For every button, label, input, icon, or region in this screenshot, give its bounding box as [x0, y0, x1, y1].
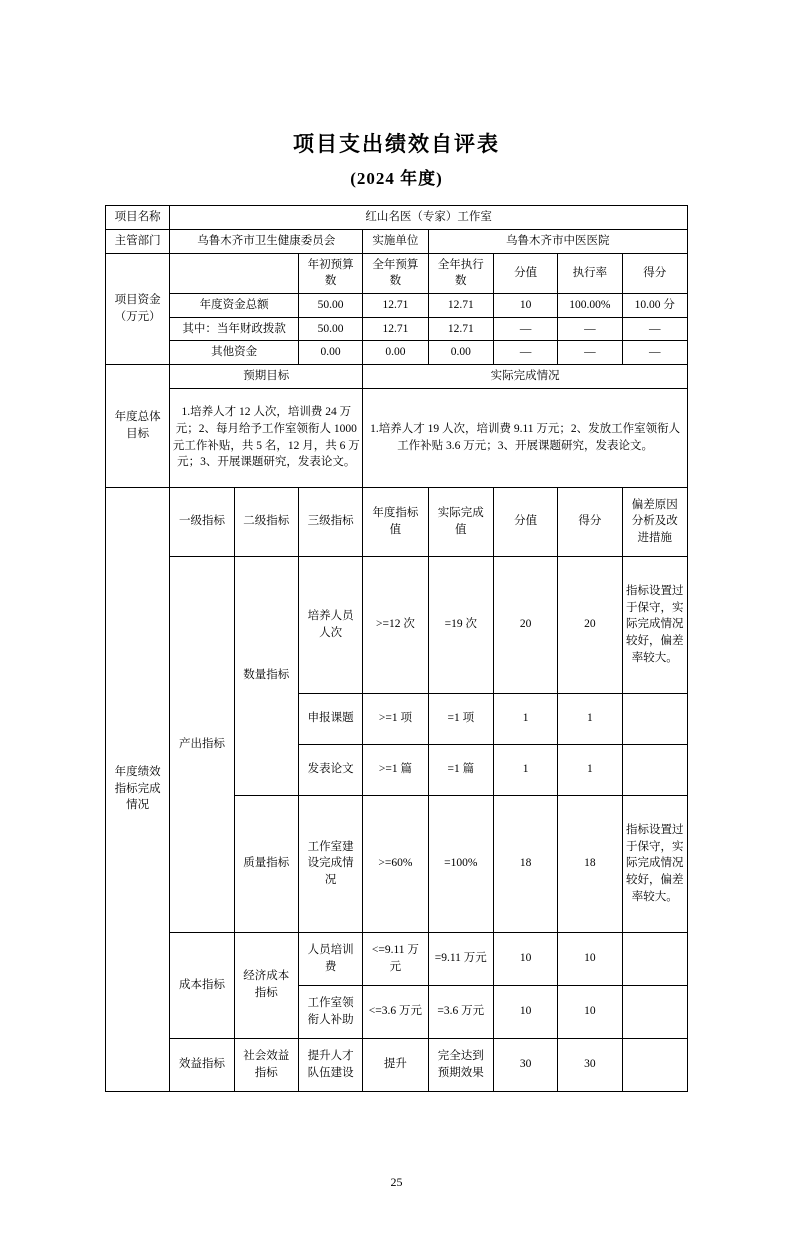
funds-year-exec: 12.71 — [428, 317, 493, 341]
table-row — [106, 317, 688, 341]
level2-social-benefit-indicator: 社会效益 指标 — [234, 1038, 298, 1091]
indicator-score: 10 — [558, 985, 622, 1038]
deviation-analysis — [622, 744, 687, 795]
actual-result-text: 1.培养人才 19 人次，培训费 9.11 万元；2、发放工作室领衔人工作补贴 3.6 万元；3、开展课题研究，发表论文。 — [363, 388, 688, 487]
deviation-analysis: 指标设置过于保守，实际完成情况较好，偏差率较大。 — [622, 795, 687, 932]
level3-indicator-header: 三级指标 — [298, 487, 362, 556]
annual-goal-label: 年度总体 目标 — [106, 364, 170, 487]
project-name-label: 项目名称 — [106, 206, 170, 230]
table-row — [106, 1038, 688, 1091]
indicator-score-value: 30 — [493, 1038, 557, 1091]
deviation-analysis — [622, 932, 687, 985]
annual-performance-label: 年度绩效 指标完成 情况 — [106, 487, 170, 1091]
actual-value: =9.11 万元 — [428, 932, 493, 985]
project-funds-label — [106, 253, 170, 364]
table-row — [106, 341, 688, 365]
indicator-score: 1 — [558, 693, 622, 744]
deviation-analysis: 指标设置过于保守，实际完成情况较好，偏差率较大。 — [622, 556, 687, 693]
supervising-dept-value: 乌鲁木齐市卫生健康委员会 — [170, 229, 363, 253]
year-target-value: <=9.11 万 元 — [363, 932, 428, 985]
indicator-score-header: 得分 — [558, 487, 622, 556]
indicator-score: 10 — [558, 932, 622, 985]
indicator-score-value: 1 — [493, 693, 557, 744]
year-target-value-header: 年度指标 值 — [363, 487, 428, 556]
funds-year-exec: 12.71 — [428, 293, 493, 317]
funds-row-name-header — [170, 253, 299, 293]
table-row — [106, 556, 688, 693]
funds-exec-rate-header: 执行率 — [558, 253, 622, 293]
level3-indicator: 发表论文 — [298, 744, 362, 795]
level1-benefit-indicator: 效益指标 — [170, 1038, 234, 1091]
table-row — [106, 487, 688, 556]
year-budget-header: 全年预算 数 — [363, 253, 428, 293]
table-row — [106, 293, 688, 317]
level3-indicator: 工作室领 衔人补助 — [298, 985, 362, 1038]
indicator-score: 20 — [558, 556, 622, 693]
funds-score: — — [622, 317, 687, 341]
actual-value: =100% — [428, 795, 493, 932]
level3-indicator: 申报课题 — [298, 693, 362, 744]
implementing-unit-value: 乌鲁木齐市中医医院 — [428, 229, 687, 253]
funds-score-value-header: 分值 — [493, 253, 557, 293]
funds-row-label: 其中：当年财政拨款 — [170, 317, 299, 341]
indicator-score: 1 — [558, 744, 622, 795]
document-page — [0, 130, 793, 1252]
funds-score-header: 得分 — [622, 253, 687, 293]
page-title: 项目支出绩效自评表 — [293, 132, 500, 156]
actual-value-header: 实际完成 值 — [428, 487, 493, 556]
year-target-value: >=12 次 — [363, 556, 428, 693]
funds-year-budget: 12.71 — [363, 293, 428, 317]
page-subtitle: (2024 年度) — [350, 169, 443, 189]
deviation-header: 偏差原因 分析及改 进措施 — [622, 487, 687, 556]
expected-goal-header: 预期目标 — [170, 364, 363, 388]
funds-begin-budget: 50.00 — [298, 317, 362, 341]
year-target-value: 提升 — [363, 1038, 428, 1091]
performance-self-evaluation-table — [105, 205, 688, 1091]
funds-begin-budget: 50.00 — [298, 293, 362, 317]
deviation-analysis — [622, 985, 687, 1038]
project-funds-label-line2: （万元） — [114, 310, 161, 323]
funds-exec-rate: — — [558, 317, 622, 341]
indicator-score-value: 20 — [493, 556, 557, 693]
funds-score: 10.00 分 — [622, 293, 687, 317]
level1-indicator-header: 一级指标 — [170, 487, 234, 556]
indicator-score-value-header: 分值 — [493, 487, 557, 556]
level2-economic-cost-indicator: 经济成本 指标 — [234, 932, 298, 1038]
level3-indicator: 培养人员 人次 — [298, 556, 362, 693]
level2-quantity-indicator: 数量指标 — [234, 556, 298, 795]
funds-year-budget: 12.71 — [363, 317, 428, 341]
level1-cost-indicator: 成本指标 — [170, 932, 234, 1038]
deviation-analysis — [622, 1038, 687, 1091]
level2-quality-indicator: 质量指标 — [234, 795, 298, 932]
level3-indicator: 提升人才 队伍建设 — [298, 1038, 362, 1091]
year-exec-header: 全年执行 数 — [428, 253, 493, 293]
table-row — [106, 253, 688, 293]
actual-result-header: 实际完成情况 — [363, 364, 688, 388]
funds-row-label: 其他资金 — [170, 341, 299, 365]
actual-value: =1 项 — [428, 693, 493, 744]
actual-value: =19 次 — [428, 556, 493, 693]
level1-output-indicator: 产出指标 — [170, 556, 234, 932]
project-funds-label-line1: 项目资金 — [114, 294, 161, 307]
funds-row-label: 年度资金总额 — [170, 293, 299, 317]
actual-value: =1 篇 — [428, 744, 493, 795]
funds-score-value: 10 — [493, 293, 557, 317]
table-row — [106, 388, 688, 487]
title-block — [0, 130, 793, 191]
actual-value: =3.6 万元 — [428, 985, 493, 1038]
funds-score-value: — — [493, 317, 557, 341]
indicator-score: 18 — [558, 795, 622, 932]
indicator-score: 30 — [558, 1038, 622, 1091]
funds-begin-budget: 0.00 — [298, 341, 362, 365]
actual-value: 完全达到 预期效果 — [428, 1038, 493, 1091]
supervising-dept-label: 主管部门 — [106, 229, 170, 253]
implementing-unit-label: 实施单位 — [363, 229, 428, 253]
level2-indicator-header: 二级指标 — [234, 487, 298, 556]
level3-indicator: 工作室建 设完成情 况 — [298, 795, 362, 932]
funds-exec-rate: — — [558, 341, 622, 365]
year-target-value: <=3.6 万元 — [363, 985, 428, 1038]
funds-year-exec: 0.00 — [428, 341, 493, 365]
year-target-value: >=60% — [363, 795, 428, 932]
table-row — [106, 229, 688, 253]
funds-year-budget: 0.00 — [363, 341, 428, 365]
begin-budget-header: 年初预算 数 — [298, 253, 362, 293]
table-row — [106, 206, 688, 230]
project-name-value: 红山名医（专家）工作室 — [170, 206, 688, 230]
table-row — [106, 932, 688, 985]
year-target-value: >=1 篇 — [363, 744, 428, 795]
funds-exec-rate: 100.00% — [558, 293, 622, 317]
page-number: 25 — [390, 1175, 403, 1189]
funds-score-value: — — [493, 341, 557, 365]
level3-indicator: 人员培训 费 — [298, 932, 362, 985]
indicator-score-value: 10 — [493, 932, 557, 985]
funds-score: — — [622, 341, 687, 365]
table-row — [106, 364, 688, 388]
indicator-score-value: 18 — [493, 795, 557, 932]
expected-goal-text: 1.培养人才 12 人次，培训费 24 万元；2、每月给予工作室领衔人 1000 元工作补贴，共 5 名，12 月，共 6 万元；3、开展课题研究，发表论文。 — [170, 388, 363, 487]
deviation-analysis — [622, 693, 687, 744]
year-target-value: >=1 项 — [363, 693, 428, 744]
indicator-score-value: 1 — [493, 744, 557, 795]
indicator-score-value: 10 — [493, 985, 557, 1038]
